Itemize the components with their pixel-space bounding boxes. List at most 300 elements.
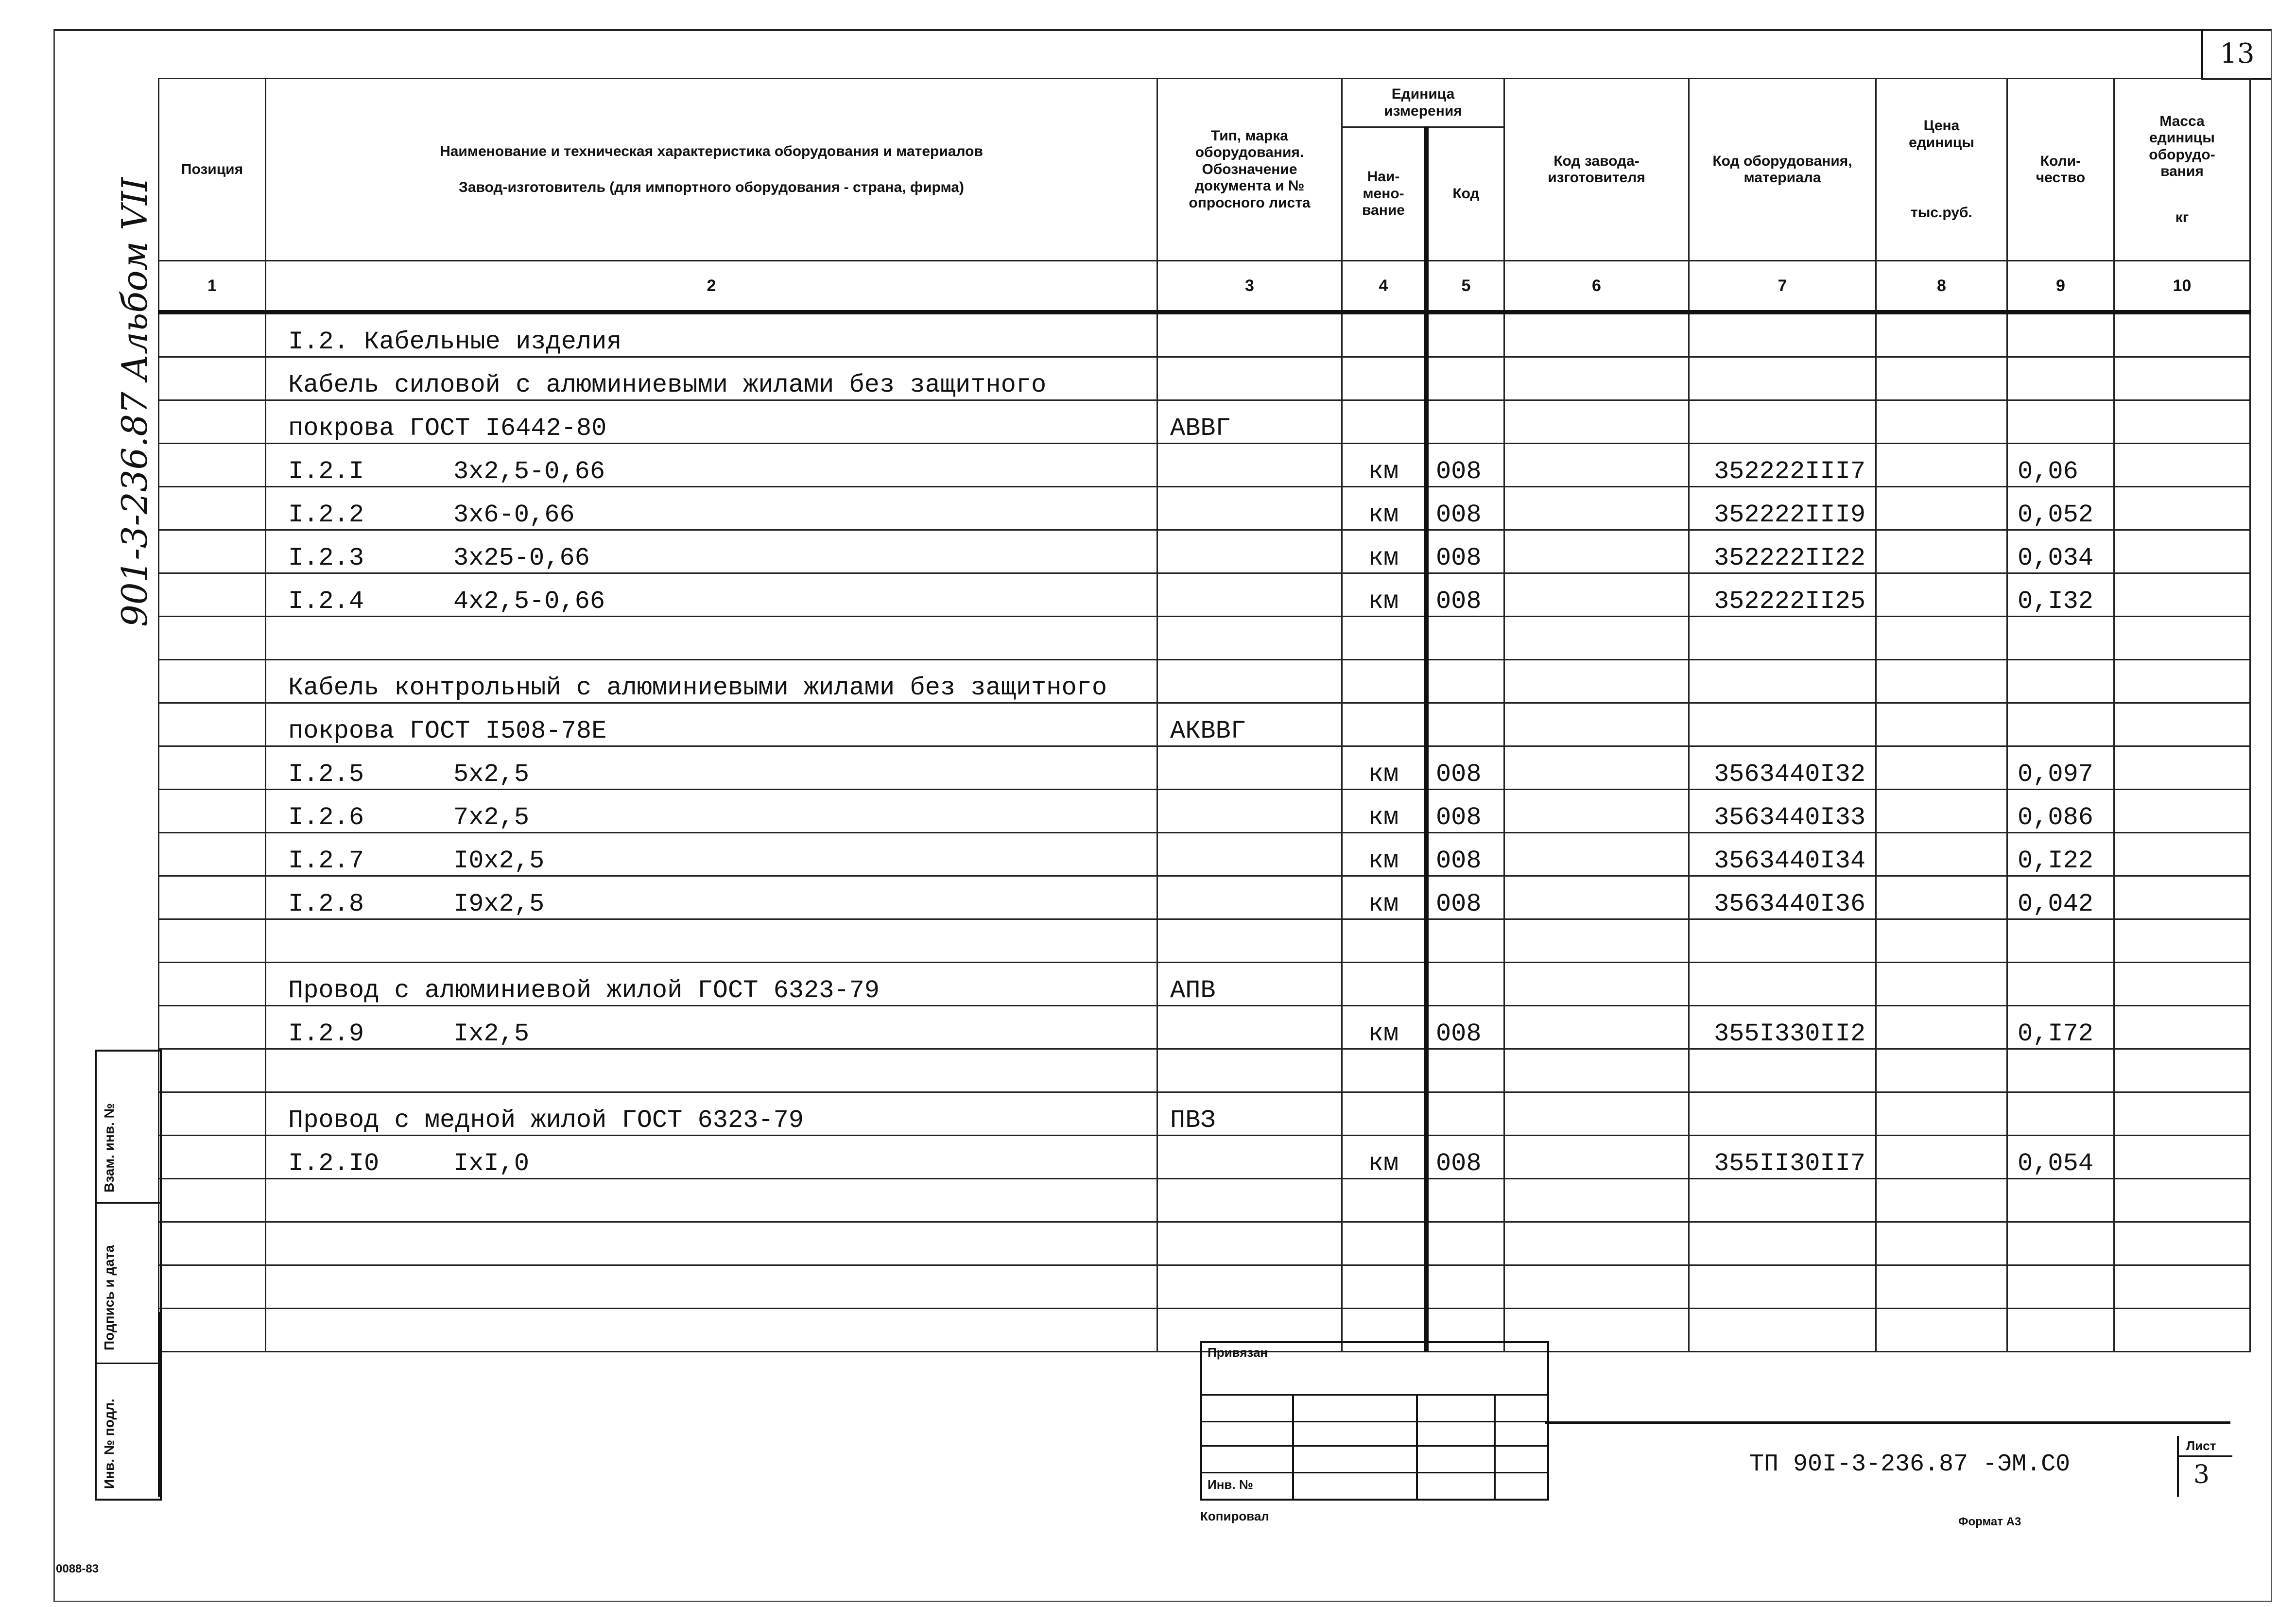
row-name-text: Кабель силовой с алюминиевыми жилами без защитного bbox=[288, 371, 1047, 399]
row-empty-cell bbox=[1876, 1309, 2007, 1352]
row-name-text: Провод с алюминиевой жилой ГОСТ 6323-79 bbox=[288, 976, 880, 1005]
row-empty-cell bbox=[2114, 1006, 2250, 1049]
stamp-vzam-label: Взам. инв. № bbox=[102, 1103, 117, 1192]
row-type bbox=[1157, 876, 1342, 919]
row-qty bbox=[2007, 1222, 2114, 1265]
row-position: I.2.2 bbox=[288, 501, 364, 529]
row-empty-cell bbox=[1504, 573, 1689, 617]
row-empty-cell bbox=[159, 1049, 266, 1092]
row-qty bbox=[2007, 660, 2114, 703]
row-empty-cell bbox=[1876, 1179, 2007, 1222]
row-empty-cell bbox=[2114, 1092, 2250, 1136]
table-row bbox=[159, 660, 2250, 703]
row-name bbox=[266, 444, 1157, 487]
row-unit-code bbox=[1426, 703, 1504, 746]
row-empty-cell bbox=[159, 1006, 266, 1049]
row-empty-cell bbox=[1504, 1006, 1689, 1049]
row-type bbox=[1157, 1179, 1342, 1222]
row-type bbox=[1157, 660, 1342, 703]
row-code: 352222II22 bbox=[1689, 530, 1876, 573]
row-code bbox=[1689, 660, 1876, 703]
row-qty bbox=[2007, 357, 2114, 400]
col-header-position: Позиция bbox=[159, 79, 266, 261]
row-name bbox=[266, 919, 1157, 963]
row-code: 3563440I33 bbox=[1689, 790, 1876, 833]
row-empty-cell bbox=[159, 357, 266, 400]
row-code bbox=[1689, 1092, 1876, 1136]
row-empty-cell bbox=[2114, 1049, 2250, 1092]
row-qty: 0,054 bbox=[2007, 1136, 2114, 1179]
row-code: 3563440I34 bbox=[1689, 833, 1876, 876]
table-row bbox=[159, 746, 2250, 790]
row-empty-cell bbox=[1504, 617, 1689, 660]
row-empty-cell bbox=[159, 444, 266, 487]
row-position: I.2.I0 bbox=[288, 1149, 380, 1178]
row-name-text: 3х6-0,66 bbox=[453, 501, 575, 529]
row-unit bbox=[1342, 1265, 1427, 1309]
row-name bbox=[266, 487, 1157, 530]
row-name-text: 4х2,5-0,66 bbox=[453, 587, 605, 616]
row-unit-code bbox=[1426, 617, 1504, 660]
row-qty bbox=[2007, 963, 2114, 1006]
row-name-text: 3х25-0,66 bbox=[453, 544, 590, 572]
row-qty bbox=[2007, 1049, 2114, 1092]
row-unit: км bbox=[1342, 746, 1427, 790]
row-empty-cell bbox=[2114, 573, 2250, 617]
col-header-price: Цена единицы тыс.руб. bbox=[1876, 79, 2007, 261]
row-type bbox=[1157, 1222, 1342, 1265]
row-unit: км bbox=[1342, 876, 1427, 919]
row-unit bbox=[1342, 1222, 1427, 1265]
row-code: 355II30II7 bbox=[1689, 1136, 1876, 1179]
row-empty-cell bbox=[159, 1136, 266, 1179]
row-type bbox=[1157, 312, 1342, 357]
row-qty bbox=[2007, 1309, 2114, 1352]
row-empty-cell bbox=[1504, 963, 1689, 1006]
table-row bbox=[159, 833, 2250, 876]
table-row bbox=[159, 444, 2250, 487]
row-empty-cell bbox=[1504, 833, 1689, 876]
row-unit-code: 008 bbox=[1426, 833, 1504, 876]
row-unit-code bbox=[1426, 1092, 1504, 1136]
row-empty-cell bbox=[1504, 919, 1689, 963]
row-name bbox=[266, 312, 1157, 357]
row-code bbox=[1689, 1179, 1876, 1222]
row-code bbox=[1689, 617, 1876, 660]
row-empty-cell bbox=[1876, 746, 2007, 790]
row-name bbox=[266, 660, 1157, 703]
row-type bbox=[1157, 444, 1342, 487]
row-name bbox=[266, 876, 1157, 919]
row-unit: км bbox=[1342, 573, 1427, 617]
row-empty-cell bbox=[159, 790, 266, 833]
format-label: Формат А3 bbox=[1958, 1515, 2021, 1528]
row-empty-cell bbox=[159, 833, 266, 876]
row-type bbox=[1157, 833, 1342, 876]
row-name bbox=[266, 963, 1157, 1006]
row-empty-cell bbox=[2114, 530, 2250, 573]
row-empty-cell bbox=[1504, 1179, 1689, 1222]
album-label: 901-3-236.87 Альбом VII bbox=[114, 177, 155, 627]
row-unit bbox=[1342, 1092, 1427, 1136]
row-empty-cell bbox=[1504, 746, 1689, 790]
row-unit-code bbox=[1426, 660, 1504, 703]
row-unit bbox=[1342, 660, 1427, 703]
row-name bbox=[266, 1092, 1157, 1136]
row-name-text: покрова ГОСТ I6442-80 bbox=[288, 414, 607, 443]
row-empty-cell bbox=[1504, 1049, 1689, 1092]
row-empty-cell bbox=[1504, 660, 1689, 703]
row-empty-cell bbox=[2114, 357, 2250, 400]
row-name bbox=[266, 573, 1157, 617]
row-unit-code: 008 bbox=[1426, 573, 1504, 617]
table-row bbox=[159, 530, 2250, 573]
col-header-type: Тип, марка оборудования. Обозначение документа и № опросного листа bbox=[1157, 79, 1342, 261]
row-unit bbox=[1342, 919, 1427, 963]
row-empty-cell bbox=[1876, 573, 2007, 617]
row-qty bbox=[2007, 1179, 2114, 1222]
row-empty-cell bbox=[2114, 963, 2250, 1006]
table-row bbox=[159, 487, 2250, 530]
table-row bbox=[159, 1006, 2250, 1049]
col-header-name: Наименование и техническая характеристика оборудования и материалов Завод-изготовитель (для импортного оборудования - страна, фирма) bbox=[266, 79, 1157, 261]
col-header-unit-name: Наи-мено-вание bbox=[1342, 127, 1427, 261]
specification-table bbox=[158, 78, 2251, 1352]
row-empty-cell bbox=[159, 660, 266, 703]
row-unit-code bbox=[1426, 1049, 1504, 1092]
row-code: 3563440I36 bbox=[1689, 876, 1876, 919]
row-position: I.2.3 bbox=[288, 544, 364, 572]
row-unit: км bbox=[1342, 833, 1427, 876]
stamp-signature-label: Подпись и дата bbox=[102, 1245, 117, 1350]
row-empty-cell bbox=[159, 573, 266, 617]
table-row bbox=[159, 1092, 2250, 1136]
row-qty: 0,I72 bbox=[2007, 1006, 2114, 1049]
left-stamp-column bbox=[95, 1050, 162, 1501]
row-unit-code: 008 bbox=[1426, 444, 1504, 487]
row-code bbox=[1689, 919, 1876, 963]
row-position: I.2.9 bbox=[288, 1019, 364, 1048]
row-name bbox=[266, 400, 1157, 444]
row-code bbox=[1689, 400, 1876, 444]
row-empty-cell bbox=[1876, 357, 2007, 400]
row-empty-cell bbox=[1504, 1265, 1689, 1309]
row-empty-cell bbox=[1876, 312, 2007, 357]
col-header-quantity: Коли-чество bbox=[2007, 79, 2114, 261]
row-empty-cell bbox=[1876, 530, 2007, 573]
row-empty-cell bbox=[1504, 530, 1689, 573]
row-empty-cell bbox=[2114, 1309, 2250, 1352]
sheet-box bbox=[2177, 1436, 2232, 1497]
row-qty bbox=[2007, 1265, 2114, 1309]
row-name bbox=[266, 833, 1157, 876]
row-unit bbox=[1342, 963, 1427, 1006]
row-unit-code: 008 bbox=[1426, 746, 1504, 790]
row-empty-cell bbox=[2114, 312, 2250, 357]
row-code bbox=[1689, 963, 1876, 1006]
row-name bbox=[266, 1265, 1157, 1309]
table-row bbox=[159, 876, 2250, 919]
row-unit-code: 008 bbox=[1426, 1006, 1504, 1049]
row-unit bbox=[1342, 400, 1427, 444]
row-empty-cell bbox=[2114, 660, 2250, 703]
sheet-label: Лист bbox=[2186, 1438, 2216, 1453]
row-unit-code bbox=[1426, 1265, 1504, 1309]
row-type bbox=[1157, 1136, 1342, 1179]
row-empty-cell bbox=[2114, 703, 2250, 746]
col-header-unit-group: Единица измерения bbox=[1342, 79, 1504, 127]
row-unit-code bbox=[1426, 357, 1504, 400]
row-qty bbox=[2007, 312, 2114, 357]
row-qty: 0,052 bbox=[2007, 487, 2114, 530]
row-empty-cell bbox=[1504, 357, 1689, 400]
row-empty-cell bbox=[1876, 790, 2007, 833]
row-empty-cell bbox=[1876, 660, 2007, 703]
row-code bbox=[1689, 703, 1876, 746]
table-row bbox=[159, 703, 2250, 746]
row-type bbox=[1157, 573, 1342, 617]
table-row bbox=[159, 617, 2250, 660]
row-name-text: 3х2,5-0,66 bbox=[453, 457, 605, 486]
row-unit-code bbox=[1426, 919, 1504, 963]
row-unit: км bbox=[1342, 1006, 1427, 1049]
row-unit bbox=[1342, 703, 1427, 746]
row-empty-cell bbox=[159, 703, 266, 746]
row-empty-cell bbox=[1504, 790, 1689, 833]
row-qty: 0,06 bbox=[2007, 444, 2114, 487]
row-name bbox=[266, 746, 1157, 790]
sheet-number: 3 bbox=[2193, 1460, 2210, 1489]
row-unit bbox=[1342, 1049, 1427, 1092]
copied-label: Копировал bbox=[1200, 1509, 1269, 1523]
row-empty-cell bbox=[1876, 1049, 2007, 1092]
row-unit-code bbox=[1426, 1222, 1504, 1265]
table-row bbox=[159, 963, 2250, 1006]
row-type bbox=[1157, 790, 1342, 833]
row-unit: км bbox=[1342, 530, 1427, 573]
row-unit-code bbox=[1426, 963, 1504, 1006]
row-empty-cell bbox=[159, 1179, 266, 1222]
row-unit-code: 008 bbox=[1426, 1136, 1504, 1179]
row-empty-cell bbox=[2114, 617, 2250, 660]
row-empty-cell bbox=[2114, 919, 2250, 963]
row-unit bbox=[1342, 1179, 1427, 1222]
row-empty-cell bbox=[1876, 1222, 2007, 1265]
row-empty-cell bbox=[1504, 487, 1689, 530]
row-name-text: Iх2,5 bbox=[453, 1019, 530, 1048]
row-name bbox=[266, 1049, 1157, 1092]
row-qty: 0,086 bbox=[2007, 790, 2114, 833]
row-unit bbox=[1342, 357, 1427, 400]
row-empty-cell bbox=[159, 312, 266, 357]
row-unit: км bbox=[1342, 1136, 1427, 1179]
row-empty-cell bbox=[1876, 919, 2007, 963]
row-empty-cell bbox=[2114, 746, 2250, 790]
stamp-inventory-label: Инв. № подл. bbox=[102, 1399, 117, 1489]
row-code: 355I330II2 bbox=[1689, 1006, 1876, 1049]
row-empty-cell bbox=[159, 1092, 266, 1136]
row-type bbox=[1157, 1049, 1342, 1092]
row-qty: 0,034 bbox=[2007, 530, 2114, 573]
row-empty-cell bbox=[159, 1222, 266, 1265]
row-name bbox=[266, 357, 1157, 400]
row-empty-cell bbox=[2114, 1222, 2250, 1265]
row-type bbox=[1157, 487, 1342, 530]
row-empty-cell bbox=[159, 919, 266, 963]
row-empty-cell bbox=[1876, 487, 2007, 530]
document-code: ТП 90I-3-236.87 -ЭМ.С0 bbox=[1749, 1451, 2071, 1478]
row-type: ПВЗ bbox=[1157, 1092, 1342, 1136]
table-row bbox=[159, 573, 2250, 617]
row-unit bbox=[1342, 617, 1427, 660]
col-header-maker-code: Код завода-изготовителя bbox=[1504, 79, 1689, 261]
row-name bbox=[266, 1309, 1157, 1352]
row-empty-cell bbox=[1876, 1092, 2007, 1136]
row-empty-cell bbox=[2114, 876, 2250, 919]
row-type bbox=[1157, 1006, 1342, 1049]
row-name-text: 7х2,5 bbox=[453, 803, 530, 832]
row-empty-cell bbox=[1504, 312, 1689, 357]
row-name bbox=[266, 1136, 1157, 1179]
row-empty-cell bbox=[2114, 1265, 2250, 1309]
row-empty-cell bbox=[2114, 400, 2250, 444]
row-empty-cell bbox=[1504, 444, 1689, 487]
row-qty bbox=[2007, 617, 2114, 660]
row-unit-code: 008 bbox=[1426, 487, 1504, 530]
row-position: I.2.I bbox=[288, 457, 364, 486]
row-name bbox=[266, 1006, 1157, 1049]
row-type bbox=[1157, 746, 1342, 790]
row-qty: 0,I22 bbox=[2007, 833, 2114, 876]
row-empty-cell bbox=[2114, 444, 2250, 487]
row-code: 352222II25 bbox=[1689, 573, 1876, 617]
col-header-unit-code: Код bbox=[1426, 127, 1504, 261]
row-empty-cell bbox=[2114, 1136, 2250, 1179]
row-type bbox=[1157, 357, 1342, 400]
column-number-row: 1 2 3 4 5 6 7 8 9 10 bbox=[159, 261, 2250, 312]
row-empty-cell bbox=[1876, 1265, 2007, 1309]
row-unit-code bbox=[1426, 1179, 1504, 1222]
row-type bbox=[1157, 617, 1342, 660]
page-number: 13 bbox=[2201, 29, 2271, 80]
row-unit-code: 008 bbox=[1426, 790, 1504, 833]
row-name-text: Кабель контрольный с алюминиевыми жилами без защитного bbox=[288, 674, 1107, 702]
row-empty-cell bbox=[1876, 1006, 2007, 1049]
table-row bbox=[159, 1265, 2250, 1309]
row-empty-cell bbox=[1876, 400, 2007, 444]
row-empty-cell bbox=[159, 617, 266, 660]
row-type bbox=[1157, 919, 1342, 963]
binding-label: Привязан bbox=[1208, 1345, 1268, 1360]
row-code bbox=[1689, 1265, 1876, 1309]
row-name-text: 5х2,5 bbox=[453, 760, 530, 789]
row-empty-cell bbox=[159, 487, 266, 530]
row-empty-cell bbox=[1876, 617, 2007, 660]
row-empty-cell bbox=[159, 1265, 266, 1309]
row-qty: 0,042 bbox=[2007, 876, 2114, 919]
row-empty-cell bbox=[1876, 963, 2007, 1006]
row-qty bbox=[2007, 1092, 2114, 1136]
row-empty-cell bbox=[159, 1309, 266, 1352]
table-row bbox=[159, 1179, 2250, 1222]
inventory-label: Инв. № bbox=[1208, 1477, 1253, 1492]
row-unit: км bbox=[1342, 790, 1427, 833]
row-name-text: Провод с медной жилой ГОСТ 6323-79 bbox=[288, 1106, 804, 1135]
row-qty bbox=[2007, 400, 2114, 444]
row-empty-cell bbox=[159, 876, 266, 919]
table-row bbox=[159, 400, 2250, 444]
row-name bbox=[266, 790, 1157, 833]
row-empty-cell bbox=[159, 746, 266, 790]
row-qty bbox=[2007, 703, 2114, 746]
table-row bbox=[159, 357, 2250, 400]
table-row bbox=[159, 1049, 2250, 1092]
table-row bbox=[159, 919, 2250, 963]
row-type: АКВВГ bbox=[1157, 703, 1342, 746]
row-position: I.2.5 bbox=[288, 760, 364, 789]
row-position: I.2.6 bbox=[288, 803, 364, 832]
row-qty: 0,097 bbox=[2007, 746, 2114, 790]
row-empty-cell bbox=[2114, 487, 2250, 530]
corner-code: 0088-83 bbox=[56, 1562, 99, 1575]
row-empty-cell bbox=[2114, 790, 2250, 833]
title-block-binding bbox=[1200, 1341, 1549, 1501]
row-code bbox=[1689, 357, 1876, 400]
row-unit-code: 008 bbox=[1426, 530, 1504, 573]
row-position: I.2.8 bbox=[288, 890, 364, 918]
row-position: I.2.4 bbox=[288, 587, 364, 616]
row-empty-cell bbox=[1504, 876, 1689, 919]
row-unit: км bbox=[1342, 487, 1427, 530]
row-empty-cell bbox=[159, 400, 266, 444]
row-empty-cell bbox=[1876, 1136, 2007, 1179]
row-empty-cell bbox=[2114, 833, 2250, 876]
row-name-text: I9х2,5 bbox=[453, 890, 545, 918]
row-code: 352222III7 bbox=[1689, 444, 1876, 487]
row-type: АВВГ bbox=[1157, 400, 1342, 444]
row-code bbox=[1689, 1049, 1876, 1092]
row-code bbox=[1689, 1309, 1876, 1352]
row-empty-cell bbox=[1504, 1092, 1689, 1136]
row-unit-code: 008 bbox=[1426, 876, 1504, 919]
row-empty-cell bbox=[1504, 400, 1689, 444]
row-empty-cell bbox=[159, 530, 266, 573]
row-unit-code bbox=[1426, 312, 1504, 357]
row-empty-cell bbox=[1876, 444, 2007, 487]
row-empty-cell bbox=[159, 963, 266, 1006]
row-empty-cell bbox=[1504, 703, 1689, 746]
row-qty bbox=[2007, 919, 2114, 963]
row-type: АПВ bbox=[1157, 963, 1342, 1006]
table-row bbox=[159, 790, 2250, 833]
row-name bbox=[266, 617, 1157, 660]
row-type bbox=[1157, 1265, 1342, 1309]
row-qty: 0,I32 bbox=[2007, 573, 2114, 617]
row-empty-cell bbox=[1504, 1136, 1689, 1179]
row-code bbox=[1689, 312, 1876, 357]
row-position: I.2.7 bbox=[288, 847, 364, 875]
row-unit: км bbox=[1342, 444, 1427, 487]
col-header-mass: Масса единицы оборудо-вания кг bbox=[2114, 79, 2250, 261]
row-code: 3563440I32 bbox=[1689, 746, 1876, 790]
row-name bbox=[266, 1222, 1157, 1265]
row-name bbox=[266, 703, 1157, 746]
table-row bbox=[159, 1136, 2250, 1179]
row-name bbox=[266, 530, 1157, 573]
col-header-material-code: Код оборудования, материала bbox=[1689, 79, 1876, 261]
row-name bbox=[266, 1179, 1157, 1222]
row-code bbox=[1689, 1222, 1876, 1265]
